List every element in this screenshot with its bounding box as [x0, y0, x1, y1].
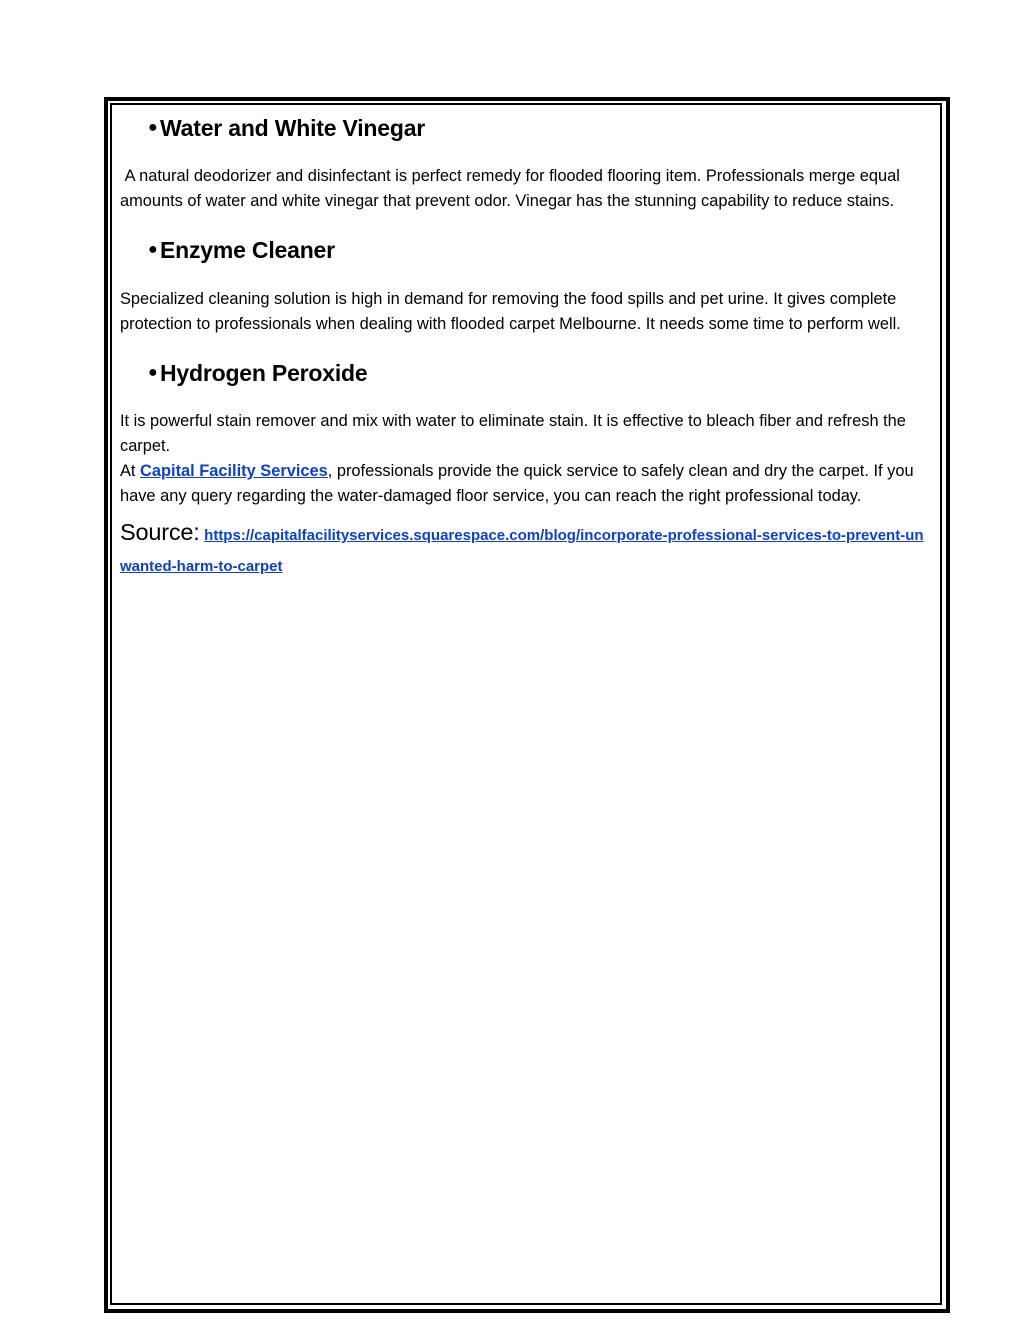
- closing-prefix: At: [120, 462, 141, 480]
- section-heading-hydrogen-peroxide: [120, 355, 932, 391]
- section-heading-enzyme-cleaner: [120, 232, 932, 268]
- bullet-icon: ●: [148, 364, 158, 381]
- section-heading-text: Hydrogen Peroxide: [160, 359, 368, 386]
- section-heading-text: Water and White Vinegar: [160, 114, 426, 141]
- source-line: [120, 517, 932, 582]
- closing-suffix: , professionals provide the quick service to safely clean and dry the carpet. If you have any query regarding the water-damaged floor service, you can reach the right professional today.: [120, 462, 914, 505]
- section-heading-text: Enzyme Cleaner: [160, 236, 335, 263]
- document-body: [120, 110, 932, 582]
- bullet-icon: ●: [148, 119, 158, 136]
- bullet-icon: ●: [148, 241, 158, 258]
- capital-facility-services-link[interactable]: Capital Facility Services: [140, 462, 328, 480]
- section-paragraph: A natural deodorizer and disinfectant is perfect remedy for flooded flooring item. Professionals merge equal amounts of water and white vinegar that prevent odor. Vinegar has the stunning capability to reduce stains.: [120, 167, 905, 210]
- source-label: Source:: [120, 519, 200, 545]
- section-paragraph: Specialized cleaning solution is high in demand for removing the food spills and pet urine. It gives complete protection to professionals when dealing with flooded carpet Melbourne. It needs some time to perform well.: [120, 290, 901, 333]
- section-paragraph: It is powerful stain remover and mix with water to eliminate stain. It is effective to bleach fiber and refresh the carpet.: [120, 412, 906, 455]
- closing-paragraph: [120, 459, 932, 509]
- source-url-link[interactable]: https://capitalfacilityservices.squarespace.com/blog/incorporate-professional-services-to-prevent-unwanted-harm-to-carpet: [120, 527, 924, 575]
- section-heading-water-vinegar: [120, 110, 932, 146]
